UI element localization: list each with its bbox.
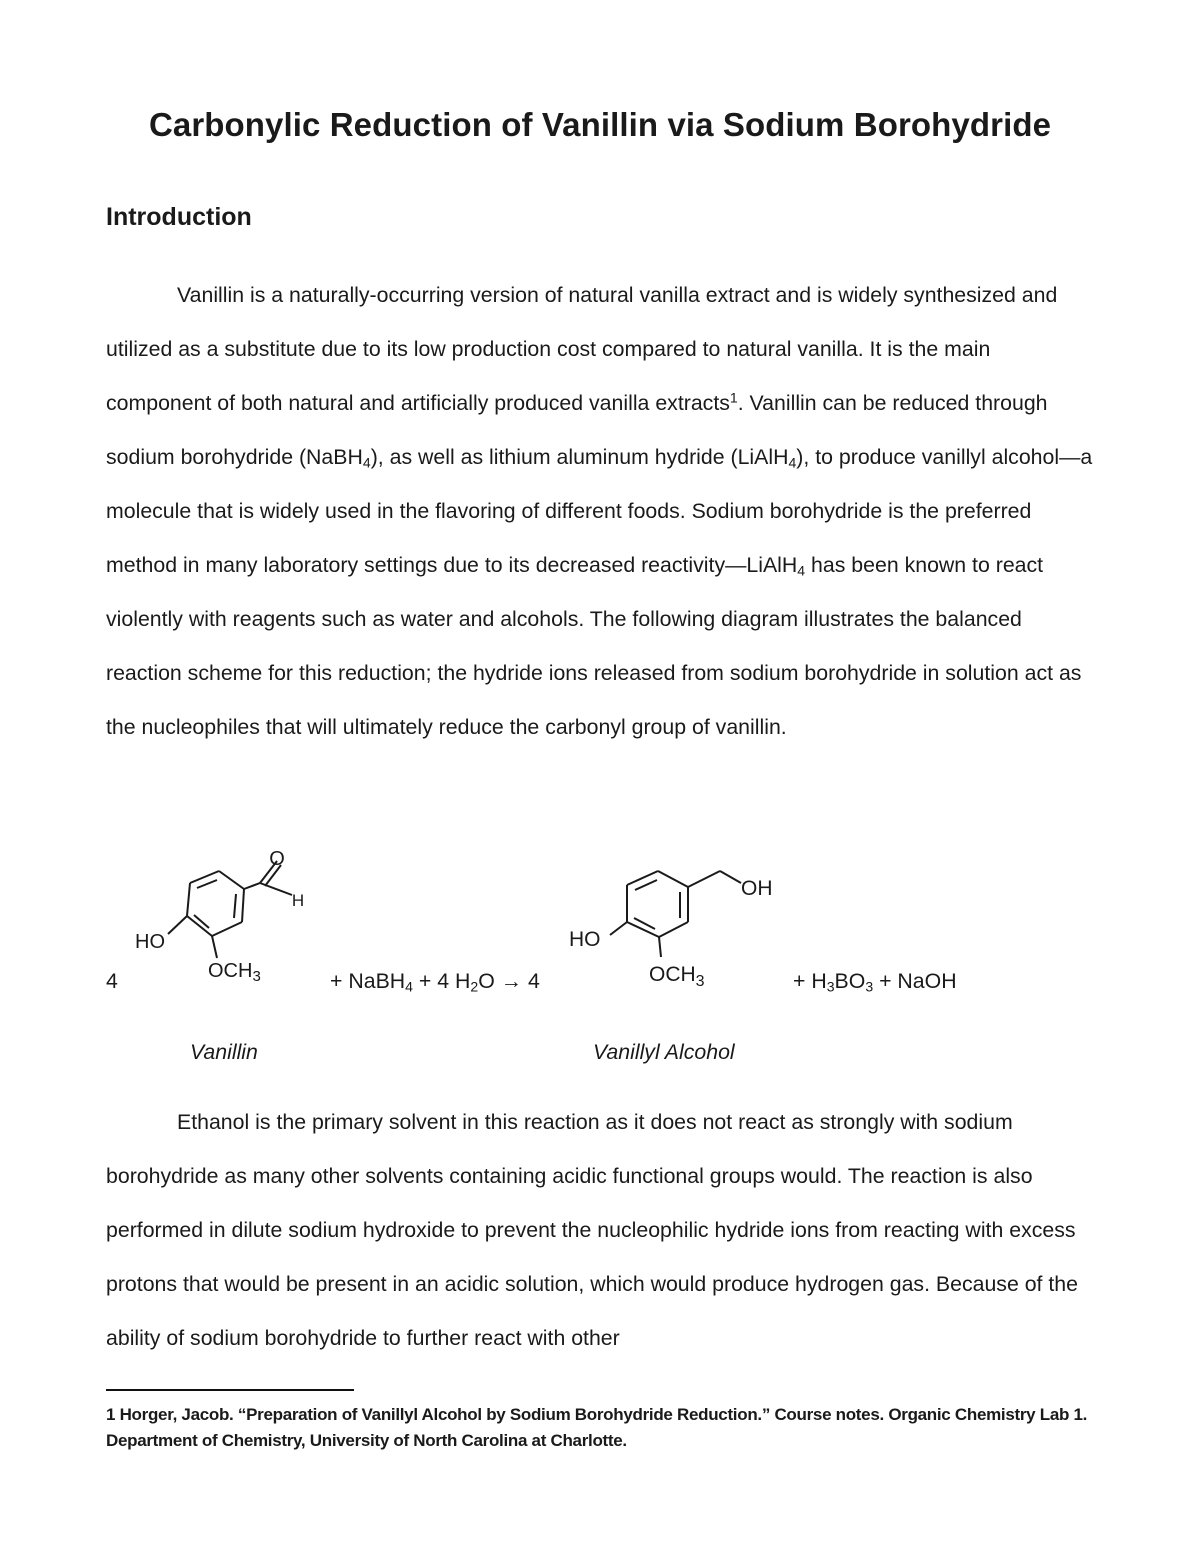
aldehyde-h-bond (260, 883, 292, 895)
intro-text-1: Vanillin is a naturally-occurring version of natural vanilla extract and is widely synthesized and utilized as a substitute due to its low production cost compared to natural vanilla. It is the main component of both natural and artificially produced vanilla extracts (106, 283, 1058, 415)
vanillin-structure (130, 840, 305, 990)
reaction-products: + $H_3BO_3$ + NaOH (793, 969, 957, 995)
footnote-ref-1[interactable]: 1 (729, 389, 738, 406)
ring-bond (219, 871, 244, 889)
hydroxy-label: HO (135, 931, 165, 953)
subscript: 4 (797, 562, 806, 579)
methoxy-bond (212, 936, 217, 958)
section-heading-introduction: Introduction (106, 203, 252, 231)
methoxy-label: $OCH_3$ (208, 960, 261, 985)
hydroxy-bond (168, 916, 187, 934)
ring-bond (212, 922, 242, 936)
intro-text-2: . Vanillin can be reduced through sodium borohydride (NaBH (106, 391, 1048, 469)
methoxy-bond (659, 937, 661, 957)
document-title: Carbonylic Reduction of Vanillin via Sodium Borohydride (148, 106, 1052, 143)
ring-bond (627, 871, 658, 885)
vanillin-label: Vanillin (190, 1040, 258, 1064)
ch2-bond (688, 871, 720, 887)
intro-text-5: has been known to react violently with reagents such as water and alcohols. The following diagram illustrates the balanced reaction scheme for this reduction; the hydride ions released from sodium borohydride in solution act as the nucleophiles that will ultimately reduce the carbonyl group of vanillin. (106, 553, 1082, 739)
aldehyde-hydrogen-label: H (291, 891, 305, 910)
methoxy-label: $OCH_3$ (649, 963, 705, 990)
intro-text-4: ), to produce vanillyl alcohol—a molecule that is widely used in the flavoring of different foods. Sodium borohydride is the preferred method in many laboratory settings due to its decreased reactivity—LiAlH (106, 445, 1093, 577)
ring-double-bond (234, 894, 236, 918)
ring-bond (187, 883, 190, 916)
hydroxy-top-bond (720, 871, 741, 883)
reaction-coefficient-left: 4 (106, 969, 118, 993)
hydroxy-bond (610, 922, 627, 935)
footnote-divider (106, 1389, 354, 1391)
vanillyl-alcohol-structure (565, 855, 790, 995)
ring-double-bond (194, 915, 209, 928)
ring-bond (659, 922, 688, 937)
carbonyl-oxygen-label: O (269, 848, 285, 870)
vanillyl-alcohol-label: Vanillyl Alcohol (593, 1040, 735, 1064)
subscript: 4 (362, 454, 371, 471)
intro-text-3: ), as well as lithium aluminum hydride (LiAlH (370, 445, 789, 469)
intro-paragraph (106, 268, 1096, 754)
reaction-coefficient-right: 4 (527, 969, 540, 993)
ring-double-bond (197, 880, 217, 888)
ring-double-bond (635, 880, 657, 890)
hydroxy-top-label: OH (741, 877, 773, 900)
subscript: 4 (788, 454, 797, 471)
reaction-arrow-icon: → (500, 969, 523, 993)
ethanol-paragraph: Ethanol is the primary solvent in this reaction as it does not react as strongly with sodium borohydride as many other solvents containing acidic functional groups would. The reaction is also performed in dilute sodium hydroxide to prevent the nucleophilic hydride ions from reacting with excess protons that would be present in an acidic solution, which would produce hydrogen gas. Because of the ability of sodium borohydride to further react with other (106, 1110, 1078, 1350)
hydroxy-label: HO (569, 928, 601, 951)
ring-bond (658, 871, 688, 887)
aldehyde-bond (244, 883, 260, 889)
footnote: 1 Horger, Jacob. “Preparation of Vanillyl Alcohol by Sodium Borohydride Reduction.” Course notes. Organic Chemistry Lab 1. Department of Chemistry, University of North Carolina at Charlotte. (106, 1405, 1088, 1450)
reaction-reagents: + NaBH$_4$ + 4 $H_2O \to 4$ (330, 969, 540, 995)
ring-bond (242, 889, 244, 922)
